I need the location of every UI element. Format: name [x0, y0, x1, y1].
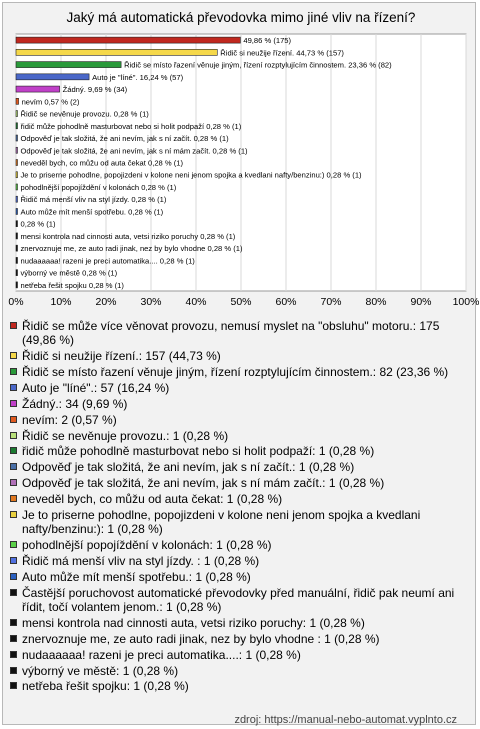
legend-label: netřeba řešit spojku: 1 (0,28 %): [22, 679, 189, 694]
legend-label: Je to priserne pohodlne, popojizdeni v kolone neni jenom spojka a kvedlani nafty/benzinu:): 1 (0,28 %): [22, 508, 421, 537]
bar: [16, 135, 18, 141]
chart-legend: [9, 319, 473, 695]
legend-swatch: [10, 619, 17, 626]
legend-item: [9, 632, 473, 646]
bar: [16, 111, 18, 117]
bar: [16, 208, 18, 214]
bar: [16, 172, 18, 178]
x-tick-label: 90%: [410, 296, 432, 308]
legend-item: [9, 570, 473, 584]
source-note: zdroj: https://manual-nebo-automat.vyplnto.cz: [234, 714, 457, 726]
bar-label: Auto je "líné". 16,24 % (57): [92, 72, 184, 82]
legend-swatch: [10, 400, 17, 407]
legend-item: [9, 648, 473, 662]
legend-label: Řidič se může více věnovat provozu, nemusí myslet na "obsluhu" motoru.: 175 (49,86 %): [22, 319, 440, 348]
legend-item: [9, 538, 473, 552]
legend-swatch: [10, 573, 17, 580]
legend-item: [9, 554, 473, 568]
legend-label: Odpověď je tak složitá, že ani nevím, jak s ní začít.: 1 (0,28 %): [22, 460, 355, 475]
bar: [16, 62, 121, 68]
legend-item: [9, 586, 473, 614]
bar-label: Žádný. 9,69 % (34): [62, 85, 128, 95]
legend-item: [9, 444, 473, 458]
bar-label: nudaaaaaa! razeni je preci automatika.... 0,28 % (1): [20, 256, 195, 266]
legend-label: Auto je "líné".: 57 (16,24 %): [22, 380, 170, 395]
bar-label: Odpověď je tak složitá, že ani nevím, jak s ní začít. 0,28 % (1): [20, 134, 229, 144]
legend-item: [9, 616, 473, 630]
legend-label: Řidič se místo řazení věnuje jiným, řízení rozptylujícím činnostem.: 82 (23,36 %): [22, 364, 449, 379]
x-tick-label: 100%: [452, 296, 479, 308]
legend-label: Žádný.: 34 (9,69 %): [22, 396, 128, 411]
legend-label: neveděl bych, co můžu od auta čekat: 1 (0,28 %): [22, 492, 283, 507]
x-tick-label: 0%: [8, 296, 24, 308]
bar: [16, 196, 18, 202]
legend-label: pohodlnější popojíždění v kolonách: 1 (0,28 %): [22, 538, 272, 553]
chart-title: Jaký má automatická převodovka mimo jiné vliv na řízení?: [66, 10, 416, 25]
legend-swatch: [10, 416, 17, 423]
legend-swatch: [10, 447, 17, 454]
bar: [16, 270, 18, 276]
bar-label: 49,86 % (175): [243, 36, 292, 46]
legend-swatch: [10, 322, 17, 329]
bar-label: Řidič má menší vliv na styl jízdy. 0,28 % (1): [20, 195, 167, 205]
legend-swatch: [10, 541, 17, 548]
bar: [16, 37, 240, 43]
bar-label: Řidič si neužije řízení. 44,73 % (157): [220, 48, 344, 58]
legend-label: Odpověď je tak složitá, že ani nevím, jak s ní mám začít.: 1 (0,28 %): [22, 476, 385, 491]
legend-item: [9, 413, 473, 427]
legend-item: [9, 349, 473, 363]
legend-swatch: [10, 682, 17, 689]
legend-item: [9, 429, 473, 443]
legend-swatch: [10, 589, 17, 596]
bar-label: pohodlnější popojíždění v kolonách 0,28 % (1): [20, 182, 177, 192]
bar-label: Řidič se místo řazení věnuje jiným, řízení rozptylujícím činnostem. 23,36 % (82): [124, 60, 392, 70]
legend-label: nudaaaaaa! razeni je preci automatika....: 1 (0,28 %): [22, 647, 301, 662]
legend-swatch: [10, 368, 17, 375]
legend-label: Řidič se nevěnuje provozu.: 1 (0,28 %): [22, 428, 229, 443]
bar-label: Odpověď je tak složitá, že ani nevím, jak s ní mám začít. 0,28 % (1): [20, 146, 248, 156]
legend-item: [9, 365, 473, 379]
bar: [16, 123, 18, 129]
x-tick-label: 80%: [365, 296, 387, 308]
bar: [16, 184, 18, 190]
bar: [16, 282, 18, 288]
x-tick-label: 40%: [185, 296, 207, 308]
legend-item: [9, 319, 473, 347]
x-tick-label: 70%: [320, 296, 342, 308]
legend-item: [9, 381, 473, 395]
legend-swatch: [10, 495, 17, 502]
legend-label: znervoznuje me, ze auto radi jinak, nez by bylo vhodne : 1 (0,28 %): [22, 631, 380, 646]
x-tick-label: 10%: [50, 296, 72, 308]
legend-swatch: [10, 557, 17, 564]
bar-chart: [3, 3, 479, 315]
bar-label: netřeba řešit spojku 0,28 % (1): [20, 280, 124, 290]
bar: [16, 257, 18, 263]
legend-item: [9, 679, 473, 693]
x-tick-label: 20%: [95, 296, 117, 308]
legend-swatch: [10, 384, 17, 391]
legend-item: [9, 664, 473, 678]
legend-label: výborný ve městě: 1 (0,28 %): [22, 663, 179, 678]
bar: [16, 221, 18, 227]
bar: [16, 245, 18, 251]
legend-item: [9, 476, 473, 490]
x-tick-label: 60%: [275, 296, 297, 308]
bar: [16, 49, 217, 55]
legend-swatch: [10, 667, 17, 674]
legend-swatch: [10, 432, 17, 439]
legend-item: [9, 460, 473, 474]
x-tick-label: 30%: [140, 296, 162, 308]
legend-label: Řidič si neužije řízení.: 157 (44,73 %): [22, 349, 221, 364]
bar-label: neveděl bych, co můžu od auta čekat 0,28 % (1): [20, 158, 184, 168]
legend-label: Častější poruchovost automatické převodovky před manuální, řidič pak neumí ani řídit, točí volantem jenom.: 1 (0,28 %): [22, 585, 455, 614]
bar-label: Řidič se nevěnuje provozu. 0,28 % (1): [20, 109, 149, 119]
bar-label: Je to priserne pohodlne, popojizdeni v kolone neni jenom spojka a kvedlani nafty/benzinu:) 0,28 % (1): [20, 170, 362, 180]
bar: [16, 233, 18, 239]
legend-label: řidič může pohodlně masturbovat nebo si holit podpaží: 1 (0,28 %): [22, 444, 375, 459]
legend-label: mensi kontrola nad cinnosti auta, vetsi riziko poruchy: 1 (0,28 %): [22, 615, 365, 630]
legend-label: nevím: 2 (0,57 %): [22, 412, 117, 427]
bar-label: mensi kontrola nad cinnosti auta, vetsi riziko poruchy 0,28 % (1): [20, 231, 236, 241]
bar: [16, 98, 19, 104]
legend-swatch: [10, 651, 17, 658]
bar: [16, 160, 18, 166]
legend-item: [9, 397, 473, 411]
legend-item: [9, 492, 473, 506]
legend-swatch: [10, 479, 17, 486]
bar: [16, 74, 89, 80]
bar: [16, 147, 18, 153]
bar-label: Auto může mít menší spotřebu. 0,28 % (1): [20, 207, 164, 217]
legend-label: Auto může mít menší spotřebu.: 1 (0,28 %): [22, 569, 251, 584]
legend-label: Řidič má menší vliv na styl jízdy. : 1 (0,28 %): [22, 553, 260, 568]
bar-label: nevím 0,57 % (2): [21, 97, 80, 107]
legend-swatch: [10, 511, 17, 518]
legend-item: [9, 508, 473, 536]
chart-frame: [2, 2, 479, 726]
bar-label: výborný ve městě 0,28 % (1): [20, 268, 118, 278]
x-tick-label: 50%: [230, 296, 252, 308]
bar-label: znervoznuje me, ze auto radi jinak, nez by bylo vhodne 0,28 % (1): [20, 244, 243, 254]
bar-label: řidič může pohodlně masturbovat nebo si holit podpaží 0,28 % (1): [20, 121, 242, 131]
bar-label: 0,28 % (1): [20, 219, 56, 229]
legend-swatch: [10, 635, 17, 642]
legend-swatch: [10, 352, 17, 359]
bar: [16, 86, 60, 92]
legend-swatch: [10, 463, 17, 470]
